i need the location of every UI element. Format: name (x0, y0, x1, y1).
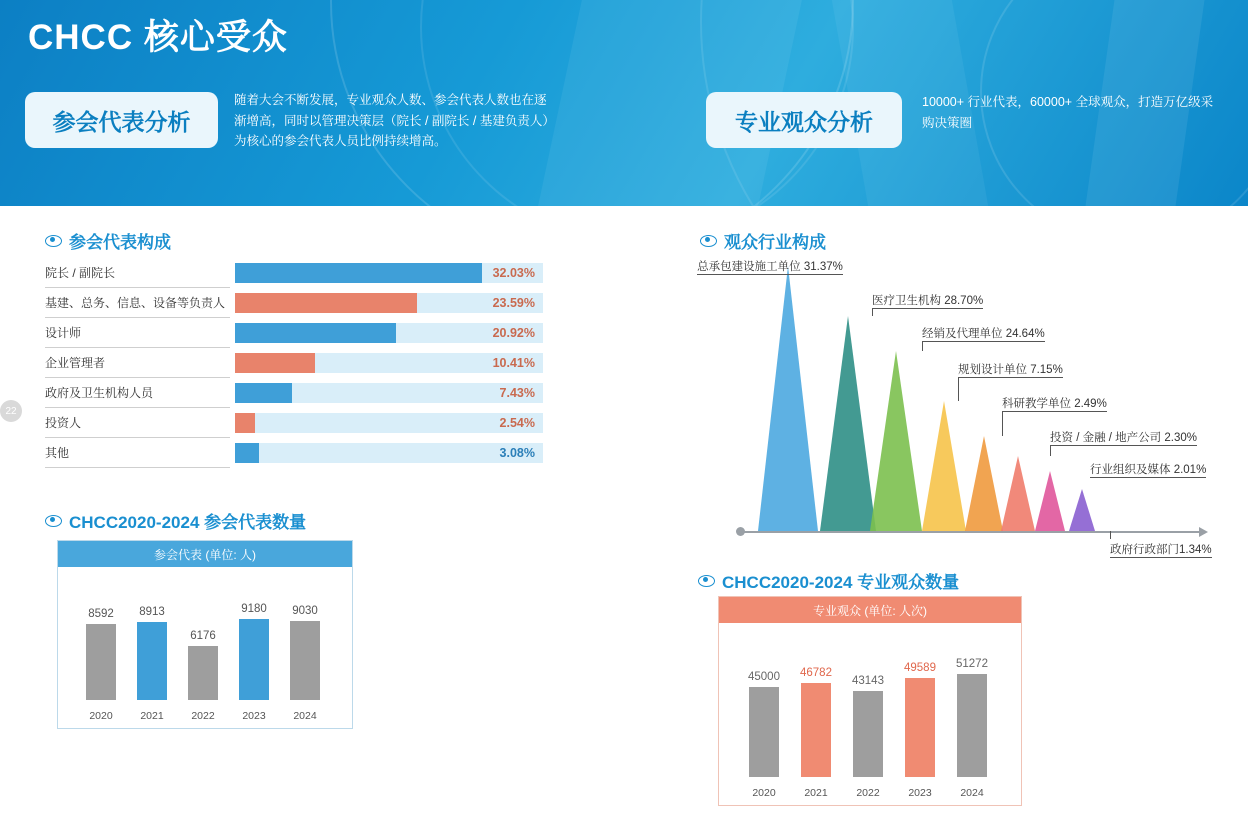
column-category-label: 2020 (752, 787, 776, 799)
column-category-label: 2022 (856, 787, 880, 799)
column-bar (905, 678, 935, 777)
bar-fill (235, 293, 417, 313)
bar-track (235, 443, 543, 463)
bar-fill (235, 353, 315, 373)
bar-category-label: 其他 (45, 438, 230, 468)
bar-track (235, 353, 543, 373)
leader-line (1050, 446, 1051, 456)
leader-line (1002, 412, 1003, 436)
triangle-label-text: 政府行政部门1.34% (1110, 544, 1212, 556)
column-group (852, 674, 884, 777)
bar-track (235, 383, 543, 403)
bar-fill (235, 263, 482, 283)
triangle-label (1090, 462, 1230, 479)
leader-line (958, 378, 959, 401)
column-value-label: 8592 (88, 608, 114, 621)
bar-category-label: 企业管理者 (45, 348, 230, 378)
leader-line (872, 309, 873, 316)
delegate-analysis-description: 随着大会不断发展，专业观众人数、参会代表人数也在逐渐增高，同时以管理决策层（院长 / 副院长 / 基建负责人）为核心的参会代表人员比例持续增高。 (234, 93, 549, 149)
delegate-composition-chart (45, 258, 545, 468)
bar-track (235, 323, 543, 343)
column-group (956, 658, 988, 777)
bar-value-label: 7.43% (499, 386, 535, 400)
bar-fill (235, 383, 292, 403)
bar-track (235, 413, 543, 433)
column-value-label: 8913 (139, 605, 165, 618)
column-group (800, 667, 832, 777)
triangle-segment (870, 351, 922, 531)
eye-icon (45, 515, 62, 527)
visitor-chart-columns (719, 623, 1021, 805)
triangle-segment (965, 436, 1003, 531)
bar-fill (235, 413, 255, 433)
column-value-label: 9180 (241, 603, 267, 616)
triangle-label-text: 总承包建设施工单位 31.37% (697, 261, 843, 273)
visitor-chart-banner: 专业观众 (单位: 人次) (719, 597, 1021, 623)
table-row (45, 258, 545, 288)
triangle-segment (922, 401, 966, 531)
visitor-analysis-pill[interactable]: 专业观众分析 (706, 92, 902, 148)
bar-value-label: 23.59% (492, 296, 535, 310)
section-label: CHCC2020-2024 专业观众数量 (722, 573, 960, 592)
bar-category-label: 投资人 (45, 408, 230, 438)
table-row (45, 318, 545, 348)
visitor-count-chart (718, 596, 1022, 806)
bar-track (235, 293, 543, 313)
table-row (45, 438, 545, 468)
section-title-delegate-count (45, 508, 306, 533)
triangle-segment (1035, 471, 1065, 531)
page-number-badge: 22 (0, 400, 22, 422)
column-group (748, 671, 780, 777)
column-value-label: 43143 (852, 674, 884, 687)
triangle-label-text: 规划设计单位 7.15% (958, 364, 1063, 376)
column-category-label: 2023 (242, 710, 266, 722)
column-category-label: 2024 (293, 710, 317, 722)
triangle-label (922, 326, 1102, 343)
column-bar (957, 674, 987, 777)
section-label: CHCC2020-2024 参会代表数量 (69, 513, 307, 532)
visitor-analysis-description: 10000+ 行业代表，60000+ 全球观众，打造万亿级采购决策圈 (922, 95, 1214, 130)
visitor-industry-chart (697, 250, 1230, 556)
column-category-label: 2020 (89, 710, 113, 722)
page-title: CHCC 核心受众 (28, 18, 288, 57)
triangle-segment (820, 316, 876, 531)
bar-value-label: 3.08% (499, 446, 535, 460)
column-category-label: 2023 (908, 787, 932, 799)
table-row (45, 378, 545, 408)
column-bar (188, 646, 218, 700)
bar-value-label: 2.54% (499, 416, 535, 430)
column-bar (801, 683, 831, 777)
column-bar (749, 687, 779, 777)
triangle-segment (758, 266, 818, 531)
column-category-label: 2024 (960, 787, 984, 799)
column-group (290, 604, 320, 700)
eye-icon (45, 235, 62, 247)
triangle-label (1110, 542, 1248, 559)
column-bar (239, 619, 269, 700)
triangle-label-text: 行业组织及媒体 2.01% (1090, 464, 1207, 476)
triangle-label (695, 259, 845, 276)
section-label: 参会代表构成 (69, 233, 171, 252)
bar-value-label: 10.41% (492, 356, 535, 370)
bar-category-label: 院长 / 副院长 (45, 258, 230, 288)
leader-line (1110, 531, 1111, 539)
column-bar (86, 624, 116, 700)
column-bar (853, 691, 883, 777)
chart-axis (740, 531, 1200, 533)
triangle-segment (1069, 489, 1095, 531)
column-category-label: 2022 (191, 710, 215, 722)
triangle-label (872, 293, 1042, 310)
bar-category-label: 设计师 (45, 318, 230, 348)
bar-fill (235, 323, 396, 343)
triangle-label-text: 医疗卫生机构 28.70% (872, 295, 984, 307)
triangle-label (958, 362, 1128, 379)
column-category-label: 2021 (140, 710, 164, 722)
triangle-label-text: 经销及代理单位 24.64% (922, 328, 1045, 340)
bar-value-label: 20.92% (492, 326, 535, 340)
table-row (45, 408, 545, 438)
table-row (45, 288, 545, 318)
delegate-analysis-pill[interactable]: 参会代表分析 (25, 92, 218, 148)
bar-value-label: 32.03% (492, 266, 535, 280)
bar-track (235, 263, 543, 283)
column-value-label: 45000 (748, 671, 780, 683)
column-value-label: 49589 (904, 661, 936, 674)
column-group (137, 605, 167, 700)
triangle-segment (1001, 456, 1035, 531)
column-group (904, 661, 936, 777)
column-category-label: 2021 (804, 787, 828, 799)
section-title-visitor-count (698, 568, 959, 593)
column-bar (137, 622, 167, 700)
delegate-chart-banner: 参会代表 (单位: 人) (58, 541, 352, 567)
section-label: 观众行业构成 (724, 233, 826, 252)
eye-icon (698, 575, 715, 587)
column-value-label: 46782 (800, 667, 832, 680)
eye-icon (700, 235, 717, 247)
column-group (188, 629, 218, 700)
triangle-label (1050, 430, 1240, 447)
column-value-label: 9030 (292, 604, 318, 617)
page-header (0, 0, 1248, 206)
triangle-label-text: 投资 / 金融 / 地产公司 2.30% (1050, 432, 1197, 444)
section-title-delegate-composition (45, 228, 171, 253)
column-bar (290, 621, 320, 700)
delegate-count-chart (57, 540, 353, 729)
bar-fill (235, 443, 259, 463)
triangle-label (1002, 396, 1172, 413)
column-value-label: 51272 (956, 658, 988, 671)
column-group (239, 603, 269, 700)
triangle-label-text: 科研教学单位 2.49% (1002, 398, 1107, 410)
column-group (86, 608, 116, 700)
leader-line (922, 342, 923, 351)
column-value-label: 6176 (190, 629, 216, 642)
table-row (45, 348, 545, 378)
delegate-chart-columns (58, 567, 352, 728)
bar-category-label: 基建、总务、信息、设备等负责人 (45, 288, 230, 318)
bar-category-label: 政府及卫生机构人员 (45, 378, 230, 408)
